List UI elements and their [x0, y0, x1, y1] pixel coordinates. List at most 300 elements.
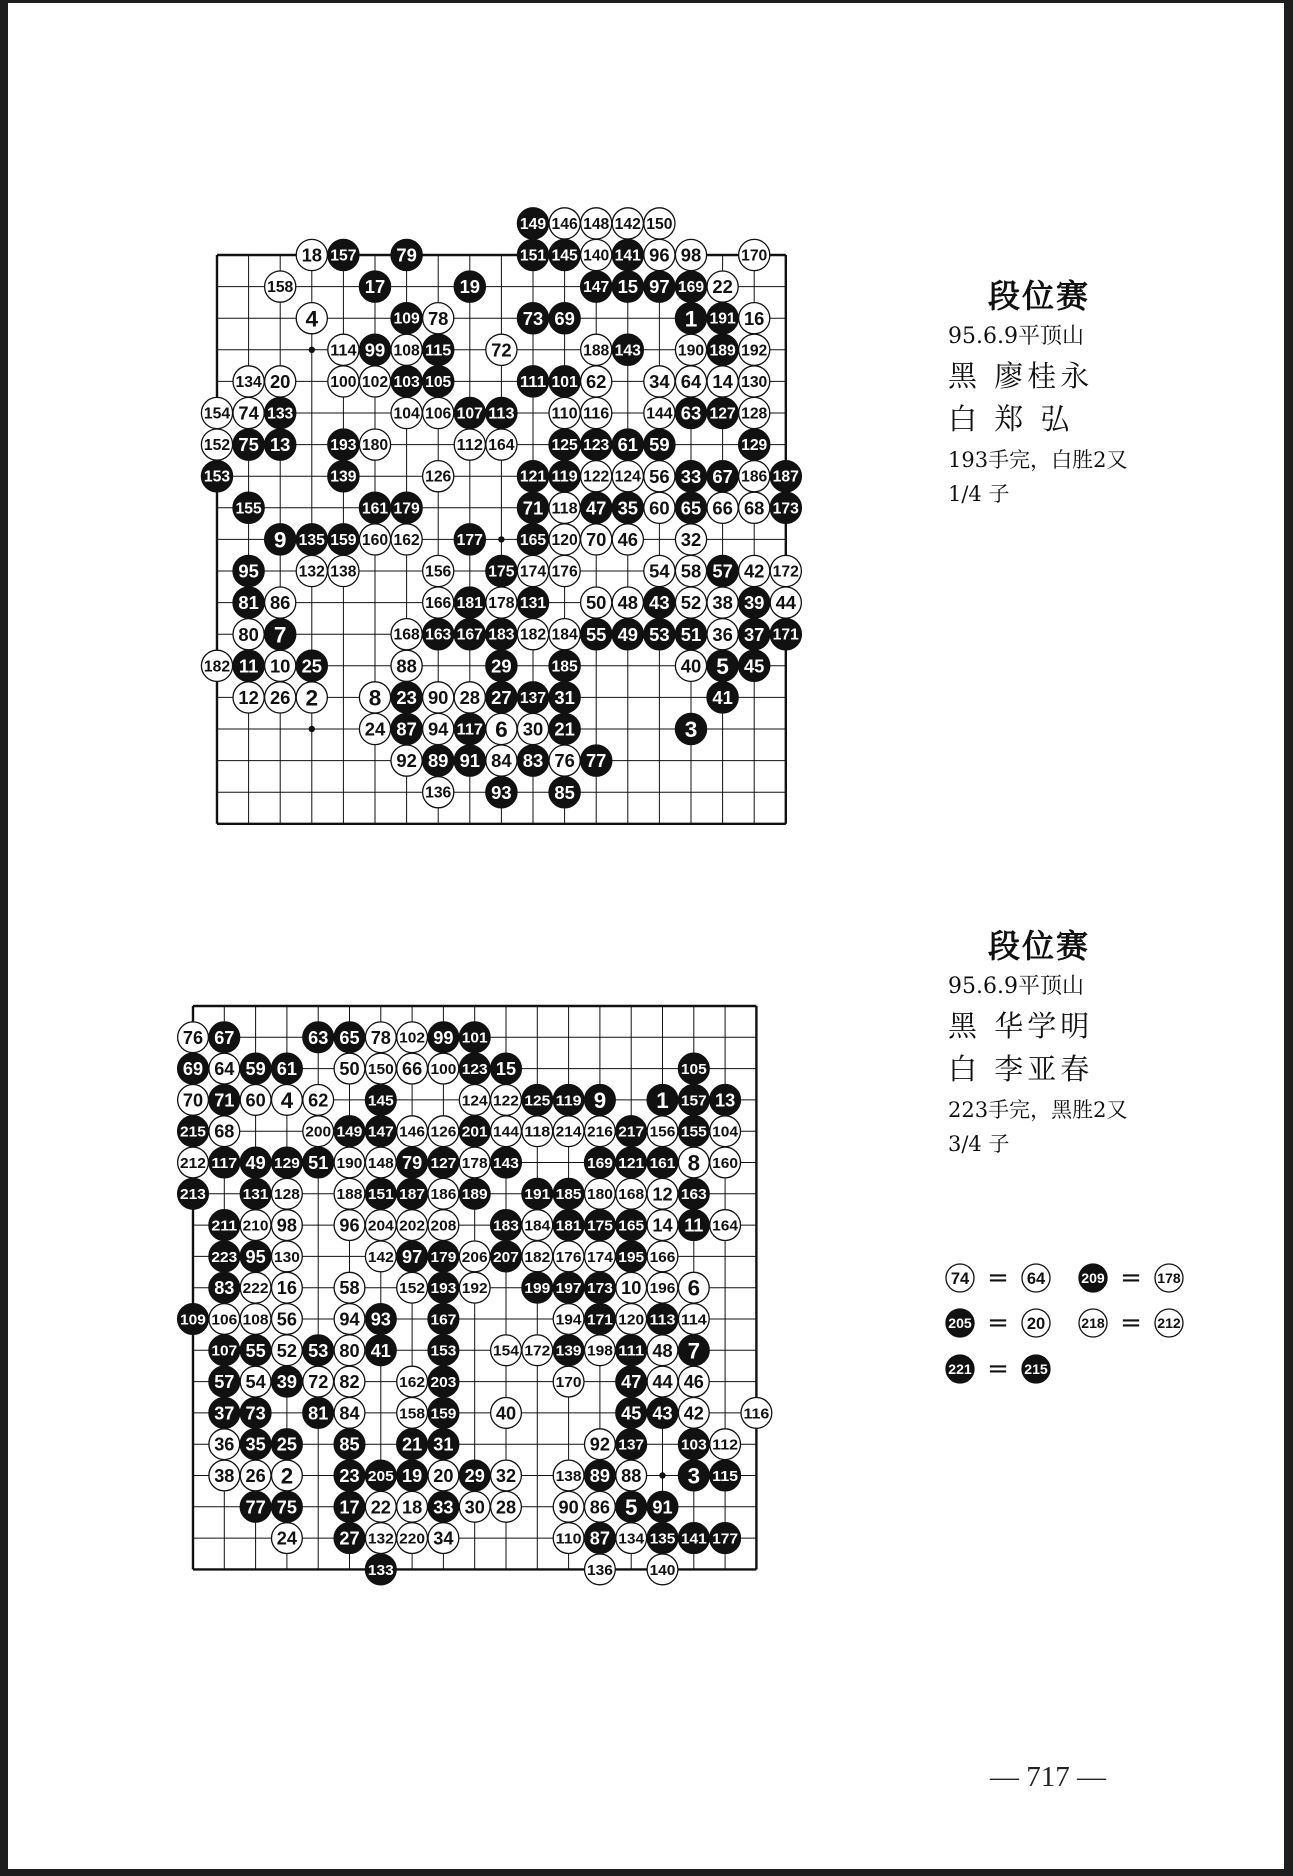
- svg-text:158: 158: [267, 279, 294, 297]
- svg-text:118: 118: [551, 500, 579, 518]
- svg-text:141: 141: [614, 247, 642, 265]
- svg-text:208: 208: [430, 1217, 457, 1235]
- svg-text:159: 159: [430, 1405, 457, 1423]
- svg-text:176: 176: [551, 563, 578, 581]
- svg-text:196: 196: [649, 1280, 676, 1298]
- stone-black-89: [585, 1460, 616, 1491]
- svg-text:15: 15: [617, 276, 639, 298]
- svg-text:27: 27: [491, 687, 512, 709]
- svg-text:167: 167: [456, 626, 483, 644]
- svg-text:105: 105: [680, 1061, 707, 1079]
- svg-text:151: 151: [519, 247, 547, 265]
- svg-text:1: 1: [684, 306, 698, 332]
- svg-text:16: 16: [276, 1278, 298, 1299]
- svg-text:150: 150: [646, 215, 673, 233]
- svg-text:221: 221: [948, 1361, 973, 1377]
- svg-text:28: 28: [495, 1497, 517, 1518]
- svg-text:145: 145: [551, 247, 579, 265]
- svg-text:21: 21: [554, 718, 575, 740]
- svg-text:61: 61: [276, 1059, 298, 1080]
- svg-text:127: 127: [430, 1154, 457, 1172]
- svg-text:187: 187: [772, 468, 799, 486]
- svg-text:49: 49: [245, 1153, 266, 1174]
- svg-text:65: 65: [680, 497, 702, 519]
- stone-black-205: [365, 1460, 396, 1491]
- svg-text:46: 46: [617, 529, 639, 551]
- svg-text:21: 21: [401, 1434, 423, 1455]
- svg-text:191: 191: [709, 310, 737, 328]
- svg-text:56: 56: [276, 1309, 298, 1330]
- svg-text:56: 56: [649, 465, 670, 487]
- svg-text:45: 45: [743, 655, 765, 677]
- svg-text:17: 17: [339, 1497, 360, 1518]
- svg-text:192: 192: [461, 1280, 488, 1298]
- svg-text:61: 61: [617, 434, 639, 456]
- move-note: [946, 1308, 1050, 1338]
- stone-white-134: [616, 1523, 647, 1554]
- svg-text:215: 215: [1024, 1361, 1049, 1377]
- svg-text:13: 13: [269, 434, 291, 456]
- svg-text:101: 101: [551, 373, 579, 391]
- svg-text:57: 57: [712, 560, 733, 582]
- svg-text:161: 161: [361, 500, 389, 518]
- svg-text:179: 179: [393, 500, 420, 518]
- svg-text:124: 124: [614, 468, 642, 486]
- svg-text:133: 133: [367, 1561, 394, 1579]
- svg-text:60: 60: [649, 497, 670, 519]
- svg-text:39: 39: [276, 1372, 298, 1393]
- svg-text:154: 154: [493, 1342, 520, 1360]
- svg-text:152: 152: [203, 437, 231, 455]
- svg-text:116: 116: [583, 405, 610, 423]
- move-note: [1079, 1263, 1183, 1293]
- svg-text:188: 188: [336, 1186, 363, 1204]
- svg-text:6: 6: [495, 717, 508, 743]
- svg-text:94: 94: [339, 1309, 360, 1330]
- svg-text:218: 218: [1081, 1315, 1106, 1331]
- svg-text:76: 76: [182, 1027, 204, 1048]
- svg-text:199: 199: [524, 1280, 551, 1298]
- svg-text:37: 37: [214, 1403, 235, 1424]
- svg-text:123: 123: [461, 1061, 488, 1079]
- svg-text:202: 202: [399, 1217, 426, 1235]
- svg-text:128: 128: [741, 405, 768, 423]
- svg-text:13: 13: [714, 1090, 736, 1111]
- svg-text:206: 206: [461, 1248, 488, 1266]
- svg-text:43: 43: [652, 1403, 673, 1424]
- svg-text:95: 95: [238, 560, 259, 582]
- svg-text:64: 64: [1026, 1268, 1046, 1288]
- svg-text:53: 53: [649, 623, 670, 645]
- svg-text:113: 113: [488, 405, 515, 423]
- svg-text:146: 146: [551, 215, 578, 233]
- svg-text:146: 146: [399, 1123, 426, 1141]
- stone-black-21: [397, 1429, 428, 1460]
- svg-text:92: 92: [396, 750, 417, 772]
- svg-text:169: 169: [586, 1154, 613, 1172]
- svg-text:64: 64: [680, 371, 702, 393]
- svg-text:96: 96: [649, 244, 670, 266]
- svg-text:22: 22: [370, 1497, 391, 1518]
- svg-text:37: 37: [743, 623, 765, 645]
- svg-text:19: 19: [459, 276, 481, 298]
- stone-black-75: [272, 1491, 303, 1522]
- svg-text:198: 198: [586, 1342, 613, 1360]
- stone-white-140: [647, 1554, 678, 1585]
- game-2-result: 223手完，黑胜2又: [948, 1098, 1128, 1122]
- svg-text:174: 174: [586, 1248, 614, 1266]
- svg-text:167: 167: [430, 1311, 457, 1329]
- stone-white-88: [616, 1460, 647, 1491]
- svg-text:71: 71: [214, 1090, 235, 1111]
- stone-black-85: [334, 1429, 365, 1460]
- note-stone-a: [946, 1309, 974, 1337]
- stone-black-177: [710, 1523, 741, 1554]
- svg-text:156: 156: [649, 1123, 676, 1141]
- page-number: — 717 —: [990, 1761, 1106, 1793]
- svg-text:22: 22: [712, 276, 733, 298]
- svg-text:126: 126: [430, 1123, 457, 1141]
- svg-text:139: 139: [555, 1342, 582, 1360]
- svg-text:100: 100: [430, 1061, 457, 1079]
- svg-text:66: 66: [712, 497, 733, 519]
- move-note: [946, 1354, 1050, 1384]
- svg-text:180: 180: [586, 1186, 613, 1204]
- svg-text:79: 79: [396, 244, 417, 266]
- svg-text:9: 9: [273, 527, 287, 553]
- svg-text:34: 34: [649, 371, 670, 393]
- svg-text:2: 2: [280, 1463, 294, 1489]
- svg-text:47: 47: [585, 497, 607, 519]
- svg-text:75: 75: [238, 434, 259, 456]
- svg-text:4: 4: [305, 306, 319, 332]
- svg-text:213: 213: [180, 1186, 206, 1204]
- svg-text:127: 127: [709, 405, 736, 423]
- svg-text:5: 5: [624, 1494, 638, 1520]
- svg-text:10: 10: [269, 655, 291, 677]
- note-stone-a: [946, 1264, 974, 1292]
- svg-text:151: 151: [367, 1186, 394, 1204]
- svg-text:152: 152: [399, 1280, 426, 1298]
- stone-black-77: [240, 1491, 271, 1522]
- svg-text:16: 16: [743, 307, 765, 329]
- svg-text:26: 26: [269, 687, 291, 709]
- svg-text:108: 108: [242, 1311, 269, 1329]
- svg-text:192: 192: [741, 342, 768, 360]
- svg-text:153: 153: [203, 468, 231, 486]
- svg-text:217: 217: [618, 1123, 645, 1141]
- svg-text:87: 87: [589, 1528, 611, 1549]
- stone-white-32: [491, 1460, 522, 1491]
- svg-text:40: 40: [495, 1403, 517, 1424]
- svg-text:28: 28: [459, 687, 481, 709]
- svg-text:172: 172: [772, 563, 799, 581]
- svg-text:187: 187: [399, 1186, 426, 1204]
- stone-black-3: [678, 1460, 709, 1491]
- svg-text:30: 30: [522, 718, 544, 740]
- svg-text:212: 212: [180, 1154, 206, 1172]
- svg-text:51: 51: [308, 1153, 329, 1174]
- svg-text:210: 210: [242, 1217, 269, 1235]
- svg-text:160: 160: [361, 531, 389, 549]
- stone-white-220: [397, 1523, 428, 1554]
- game-2-black-player: 黑 华学明: [948, 1009, 1094, 1043]
- svg-text:77: 77: [245, 1497, 266, 1518]
- svg-text:153: 153: [430, 1342, 457, 1360]
- svg-text:124: 124: [461, 1092, 489, 1110]
- svg-text:216: 216: [586, 1123, 613, 1141]
- stone-white-34: [428, 1523, 459, 1554]
- svg-text:164: 164: [712, 1217, 739, 1235]
- note-stone-b: [1022, 1264, 1050, 1292]
- equals-sign: =: [1120, 1263, 1142, 1293]
- svg-text:91: 91: [459, 750, 481, 772]
- stone-black-5: [616, 1491, 647, 1522]
- svg-text:134: 134: [618, 1530, 645, 1548]
- svg-text:121: 121: [618, 1154, 645, 1172]
- svg-text:106: 106: [425, 405, 452, 423]
- svg-text:222: 222: [242, 1280, 269, 1298]
- svg-text:60: 60: [245, 1090, 266, 1111]
- svg-text:123: 123: [583, 437, 610, 455]
- move-note: [946, 1263, 1050, 1293]
- svg-text:112: 112: [712, 1436, 739, 1454]
- svg-text:103: 103: [680, 1436, 707, 1454]
- svg-text:36: 36: [214, 1434, 235, 1455]
- svg-text:148: 148: [367, 1154, 394, 1172]
- note-stone-b: [1155, 1264, 1183, 1292]
- svg-text:54: 54: [649, 560, 670, 582]
- equals-sign: =: [987, 1263, 1009, 1293]
- game-2-result-fraction: 3/4 子: [948, 1132, 1010, 1156]
- svg-text:52: 52: [276, 1340, 298, 1361]
- svg-text:140: 140: [583, 247, 610, 265]
- svg-text:64: 64: [214, 1059, 235, 1080]
- svg-text:53: 53: [308, 1340, 329, 1361]
- svg-text:107: 107: [456, 405, 483, 423]
- svg-text:97: 97: [649, 276, 670, 298]
- svg-text:31: 31: [554, 687, 575, 709]
- svg-text:23: 23: [339, 1466, 360, 1487]
- svg-text:91: 91: [652, 1497, 673, 1518]
- stone-white-138: [553, 1460, 584, 1491]
- svg-text:27: 27: [339, 1528, 360, 1549]
- svg-text:68: 68: [214, 1121, 235, 1142]
- svg-text:125: 125: [524, 1092, 551, 1110]
- svg-text:190: 190: [677, 342, 705, 360]
- svg-text:42: 42: [743, 560, 765, 582]
- svg-text:86: 86: [269, 592, 291, 614]
- svg-text:197: 197: [555, 1280, 582, 1298]
- svg-text:102: 102: [361, 373, 389, 391]
- svg-text:81: 81: [238, 592, 259, 614]
- svg-text:117: 117: [456, 721, 483, 739]
- game-2-date-place: 95.6.9平顶山: [948, 974, 1084, 999]
- svg-text:149: 149: [336, 1123, 363, 1141]
- svg-text:7: 7: [687, 1338, 701, 1364]
- svg-text:161: 161: [649, 1154, 676, 1172]
- stone-black-31: [428, 1429, 459, 1460]
- svg-text:52: 52: [680, 592, 702, 614]
- svg-text:129: 129: [273, 1154, 300, 1172]
- svg-text:175: 175: [586, 1217, 613, 1235]
- svg-text:44: 44: [652, 1372, 673, 1393]
- svg-text:171: 171: [772, 626, 800, 644]
- svg-text:205: 205: [367, 1467, 394, 1485]
- svg-text:43: 43: [649, 592, 670, 614]
- svg-text:82: 82: [339, 1372, 360, 1393]
- svg-text:178: 178: [488, 595, 516, 613]
- stone-black-27: [334, 1523, 365, 1554]
- svg-text:157: 157: [330, 247, 357, 265]
- svg-text:120: 120: [551, 531, 578, 549]
- stone-white-20: [428, 1460, 459, 1491]
- svg-text:144: 144: [493, 1123, 520, 1141]
- svg-text:201: 201: [461, 1123, 488, 1141]
- svg-text:70: 70: [585, 529, 607, 551]
- svg-text:48: 48: [652, 1340, 673, 1361]
- svg-text:63: 63: [680, 402, 702, 424]
- svg-text:169: 169: [677, 279, 705, 297]
- stone-white-36: [209, 1429, 240, 1460]
- svg-text:141: 141: [680, 1530, 707, 1548]
- svg-text:32: 32: [680, 529, 702, 551]
- svg-text:165: 165: [519, 531, 547, 549]
- svg-text:95: 95: [245, 1246, 266, 1267]
- svg-text:177: 177: [712, 1530, 739, 1548]
- move-note: [1079, 1308, 1183, 1338]
- svg-text:96: 96: [339, 1215, 360, 1236]
- svg-text:166: 166: [649, 1248, 676, 1266]
- svg-text:110: 110: [555, 1530, 582, 1548]
- svg-text:114: 114: [680, 1311, 708, 1329]
- svg-text:194: 194: [555, 1311, 583, 1329]
- svg-text:172: 172: [524, 1342, 551, 1360]
- svg-text:34: 34: [433, 1528, 454, 1549]
- stone-black-137: [616, 1429, 647, 1460]
- svg-text:119: 119: [555, 1092, 582, 1110]
- svg-text:41: 41: [712, 687, 733, 709]
- game-2-title: 段位赛: [988, 927, 1091, 965]
- svg-text:175: 175: [488, 563, 516, 581]
- svg-text:42: 42: [683, 1403, 704, 1424]
- svg-text:8: 8: [368, 685, 382, 711]
- svg-text:48: 48: [617, 592, 639, 614]
- svg-text:132: 132: [298, 563, 325, 581]
- svg-text:69: 69: [554, 307, 575, 329]
- svg-text:178: 178: [1157, 1270, 1182, 1286]
- svg-text:155: 155: [235, 500, 263, 518]
- svg-text:162: 162: [393, 531, 420, 549]
- svg-text:17: 17: [364, 276, 386, 298]
- svg-text:168: 168: [618, 1186, 645, 1204]
- svg-text:100: 100: [330, 373, 357, 391]
- game-2-white-player: 白 李亚春: [948, 1052, 1094, 1086]
- stone-white-30: [459, 1491, 490, 1522]
- svg-text:14: 14: [652, 1215, 673, 1236]
- stone-black-91: [647, 1491, 678, 1522]
- svg-text:11: 11: [238, 655, 259, 677]
- stone-white-26: [240, 1460, 271, 1491]
- game-1-result: 193手完，白胜2又: [948, 448, 1128, 472]
- svg-text:3: 3: [687, 1463, 701, 1489]
- svg-text:63: 63: [308, 1027, 329, 1048]
- svg-text:126: 126: [425, 468, 452, 486]
- svg-text:94: 94: [427, 718, 449, 740]
- svg-text:80: 80: [339, 1340, 360, 1361]
- stone-black-103: [678, 1429, 709, 1460]
- svg-text:183: 183: [493, 1217, 519, 1235]
- svg-text:8: 8: [687, 1150, 701, 1176]
- stone-black-29: [459, 1460, 490, 1491]
- note-stone-b: [1022, 1309, 1050, 1337]
- svg-text:68: 68: [743, 497, 765, 519]
- svg-text:72: 72: [308, 1372, 329, 1393]
- svg-text:108: 108: [393, 342, 421, 360]
- svg-text:40: 40: [680, 655, 702, 677]
- stone-black-87: [585, 1523, 616, 1554]
- svg-text:12: 12: [238, 687, 259, 709]
- svg-text:90: 90: [427, 687, 449, 709]
- svg-text:171: 171: [586, 1311, 613, 1329]
- svg-text:1: 1: [656, 1087, 669, 1113]
- svg-text:130: 130: [273, 1248, 300, 1266]
- svg-text:193: 193: [430, 1280, 457, 1298]
- svg-text:72: 72: [491, 339, 512, 361]
- stone-black-135: [647, 1523, 678, 1554]
- svg-text:89: 89: [589, 1466, 611, 1487]
- stone-white-22: [365, 1491, 396, 1522]
- svg-text:86: 86: [589, 1497, 611, 1518]
- svg-text:182: 182: [203, 658, 231, 676]
- svg-text:106: 106: [211, 1311, 238, 1329]
- svg-text:20: 20: [433, 1466, 454, 1487]
- svg-text:104: 104: [393, 405, 421, 423]
- game-2-move-notes: [8, 3, 1284, 1403]
- svg-text:186: 186: [430, 1186, 457, 1204]
- svg-text:122: 122: [493, 1092, 519, 1110]
- svg-text:205: 205: [948, 1315, 973, 1331]
- stone-black-141: [678, 1523, 709, 1554]
- svg-text:170: 170: [555, 1374, 582, 1392]
- svg-text:76: 76: [554, 750, 575, 772]
- svg-text:78: 78: [427, 307, 449, 329]
- svg-text:7: 7: [273, 622, 287, 648]
- svg-text:58: 58: [339, 1278, 360, 1299]
- svg-text:111: 111: [519, 373, 547, 391]
- svg-text:163: 163: [425, 626, 452, 644]
- svg-text:57: 57: [214, 1372, 235, 1393]
- svg-text:122: 122: [583, 468, 610, 486]
- svg-text:142: 142: [614, 215, 641, 233]
- svg-text:178: 178: [461, 1154, 488, 1172]
- svg-text:2: 2: [305, 685, 319, 711]
- svg-text:81: 81: [308, 1403, 329, 1424]
- stone-white-24: [272, 1523, 303, 1554]
- svg-text:110: 110: [551, 405, 578, 423]
- svg-text:131: 131: [242, 1186, 269, 1204]
- svg-text:75: 75: [276, 1497, 298, 1518]
- svg-text:182: 182: [524, 1248, 551, 1266]
- svg-text:59: 59: [649, 434, 670, 456]
- game-1-white-player: 白 郑 弘: [948, 402, 1074, 436]
- svg-text:51: 51: [680, 623, 702, 645]
- svg-text:162: 162: [399, 1374, 426, 1392]
- svg-text:220: 220: [399, 1530, 426, 1548]
- stone-black-19: [397, 1460, 428, 1491]
- stone-white-90: [553, 1491, 584, 1522]
- svg-text:101: 101: [461, 1029, 488, 1047]
